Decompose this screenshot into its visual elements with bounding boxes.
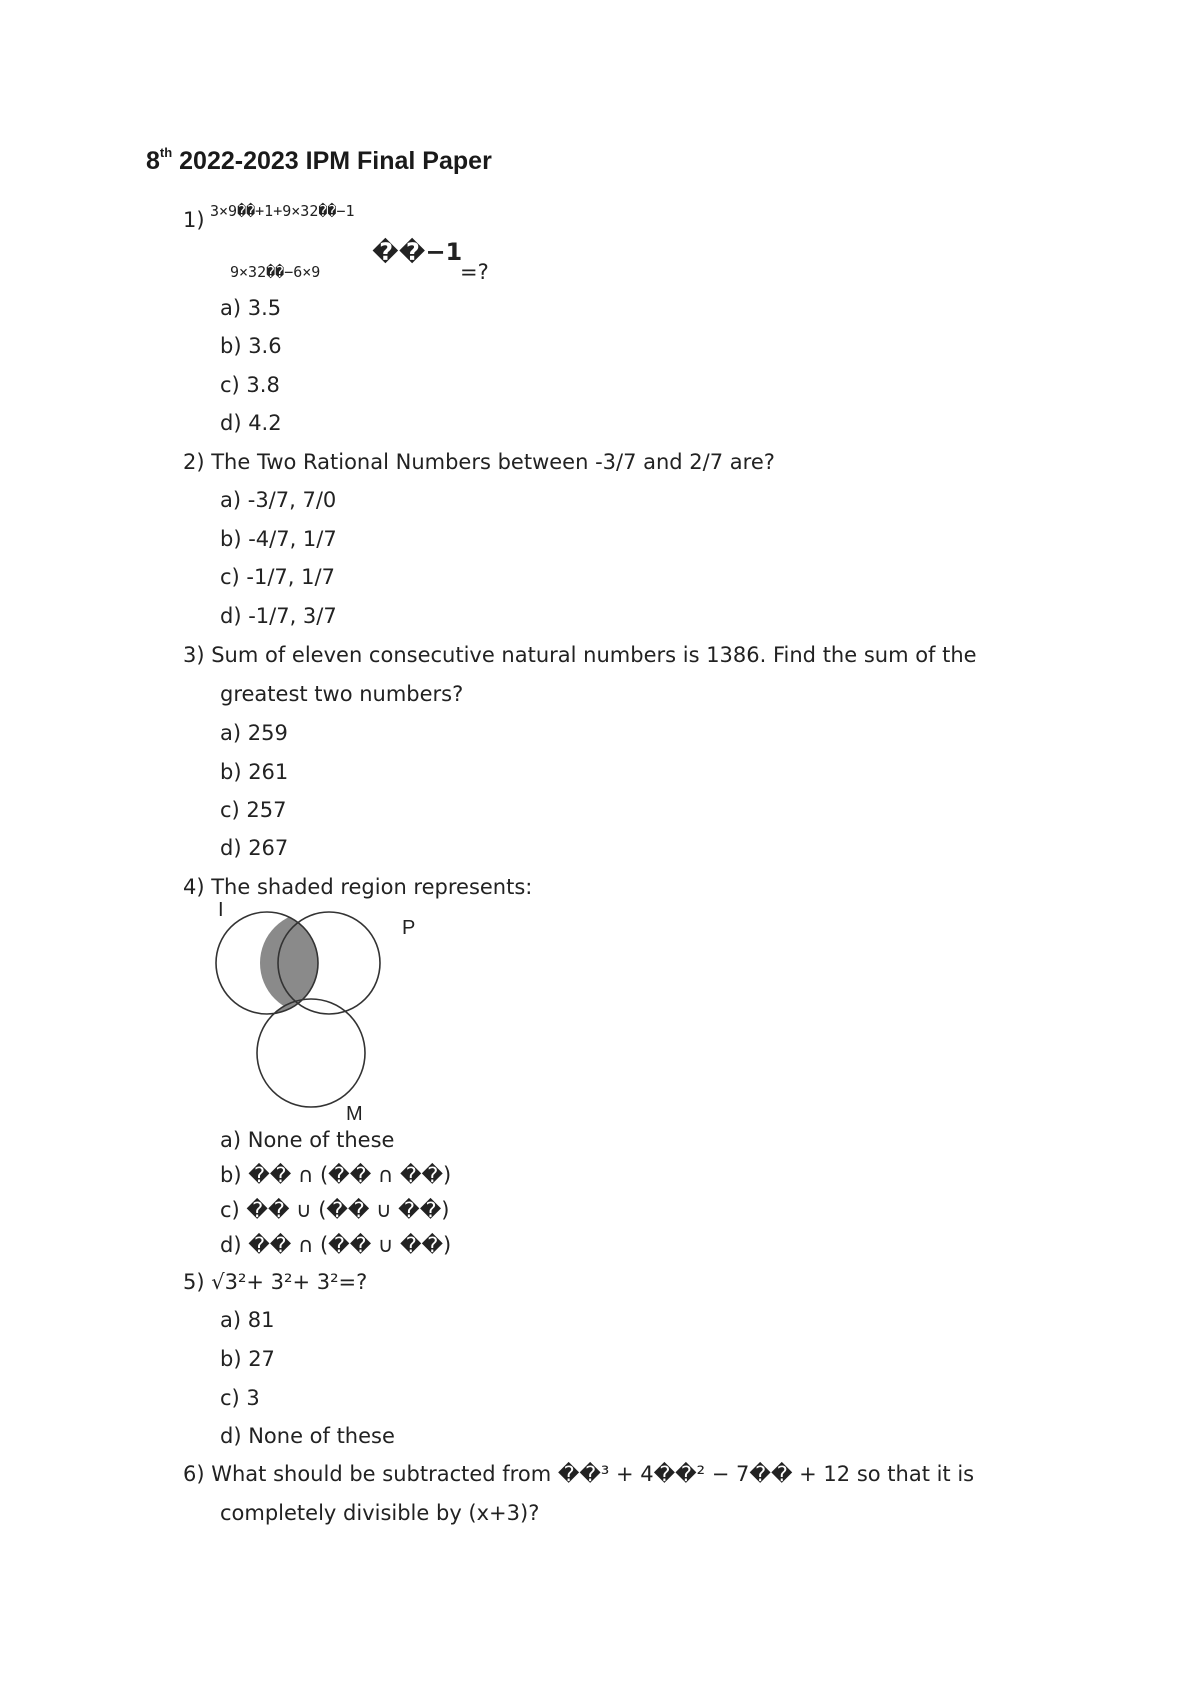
q5-option-d: d) None of these [220, 1424, 395, 1448]
q3-option-d: d) 267 [220, 836, 289, 860]
q3-option-b: b) 261 [220, 760, 289, 784]
title-prefix: 8 [146, 147, 160, 175]
venn-label-m: M [346, 1103, 363, 1125]
q5-option-c: c) 3 [220, 1386, 260, 1410]
q3-option-a: a) 259 [220, 721, 288, 745]
q2-text: 2) The Two Rational Numbers between -3/7 and 2/7 are? [183, 450, 775, 474]
q4-option-d: d) �� ∩ (�� ∪ ��) [220, 1233, 452, 1257]
q3-option-c: c) 257 [220, 798, 287, 822]
circle-m [257, 999, 365, 1107]
q6-text-continued: completely divisible by (x+3)? [220, 1501, 540, 1525]
q4-text: 4) The shaded region represents: [183, 875, 533, 899]
q1-option-d: d) 4.2 [220, 411, 282, 435]
q5-text: 5) √3²+ 3²+ 3²=? [183, 1270, 368, 1294]
q3-text: 3) Sum of eleven consecutive natural numbers is 1386. Find the sum of the [183, 643, 977, 667]
q1-numerator: 3×9��+1+9×32��−1 [210, 202, 355, 220]
q1-option-a: a) 3.5 [220, 296, 282, 320]
q2-option-a: a) -3/7, 7/0 [220, 488, 337, 512]
title-rest: 2022-2023 IPM Final Paper [172, 147, 492, 175]
venn-label-i: I [218, 899, 224, 921]
q1-option-c: c) 3.8 [220, 373, 280, 397]
q4-option-a: a) None of these [220, 1128, 395, 1152]
q2-option-d: d) -1/7, 3/7 [220, 604, 337, 628]
q1-big-exponent: ��−1 [372, 238, 463, 266]
q3-text-continued: greatest two numbers? [220, 682, 464, 706]
paper-title [146, 147, 492, 176]
title-superscript: th [159, 145, 173, 160]
q1-number: 1) [183, 208, 205, 232]
q5-option-a: a) 81 [220, 1308, 275, 1332]
venn-label-p: P [402, 917, 416, 939]
q1-equals: =? [460, 260, 489, 284]
q1-denominator: 9×32��−6×9 [230, 263, 321, 281]
venn-diagram [214, 899, 416, 1125]
q5-option-b: b) 27 [220, 1347, 275, 1371]
q4-option-b: b) �� ∩ (�� ∩ ��) [220, 1163, 452, 1187]
q4-option-c: c) �� ∪ (�� ∪ ��) [220, 1198, 450, 1222]
q1-option-b: b) 3.6 [220, 334, 282, 358]
q6-text: 6) What should be subtracted from ��³ + 4��² − 7�� + 12 so that it is [183, 1462, 975, 1486]
q2-option-c: c) -1/7, 1/7 [220, 565, 335, 589]
q2-option-b: b) -4/7, 1/7 [220, 527, 337, 551]
